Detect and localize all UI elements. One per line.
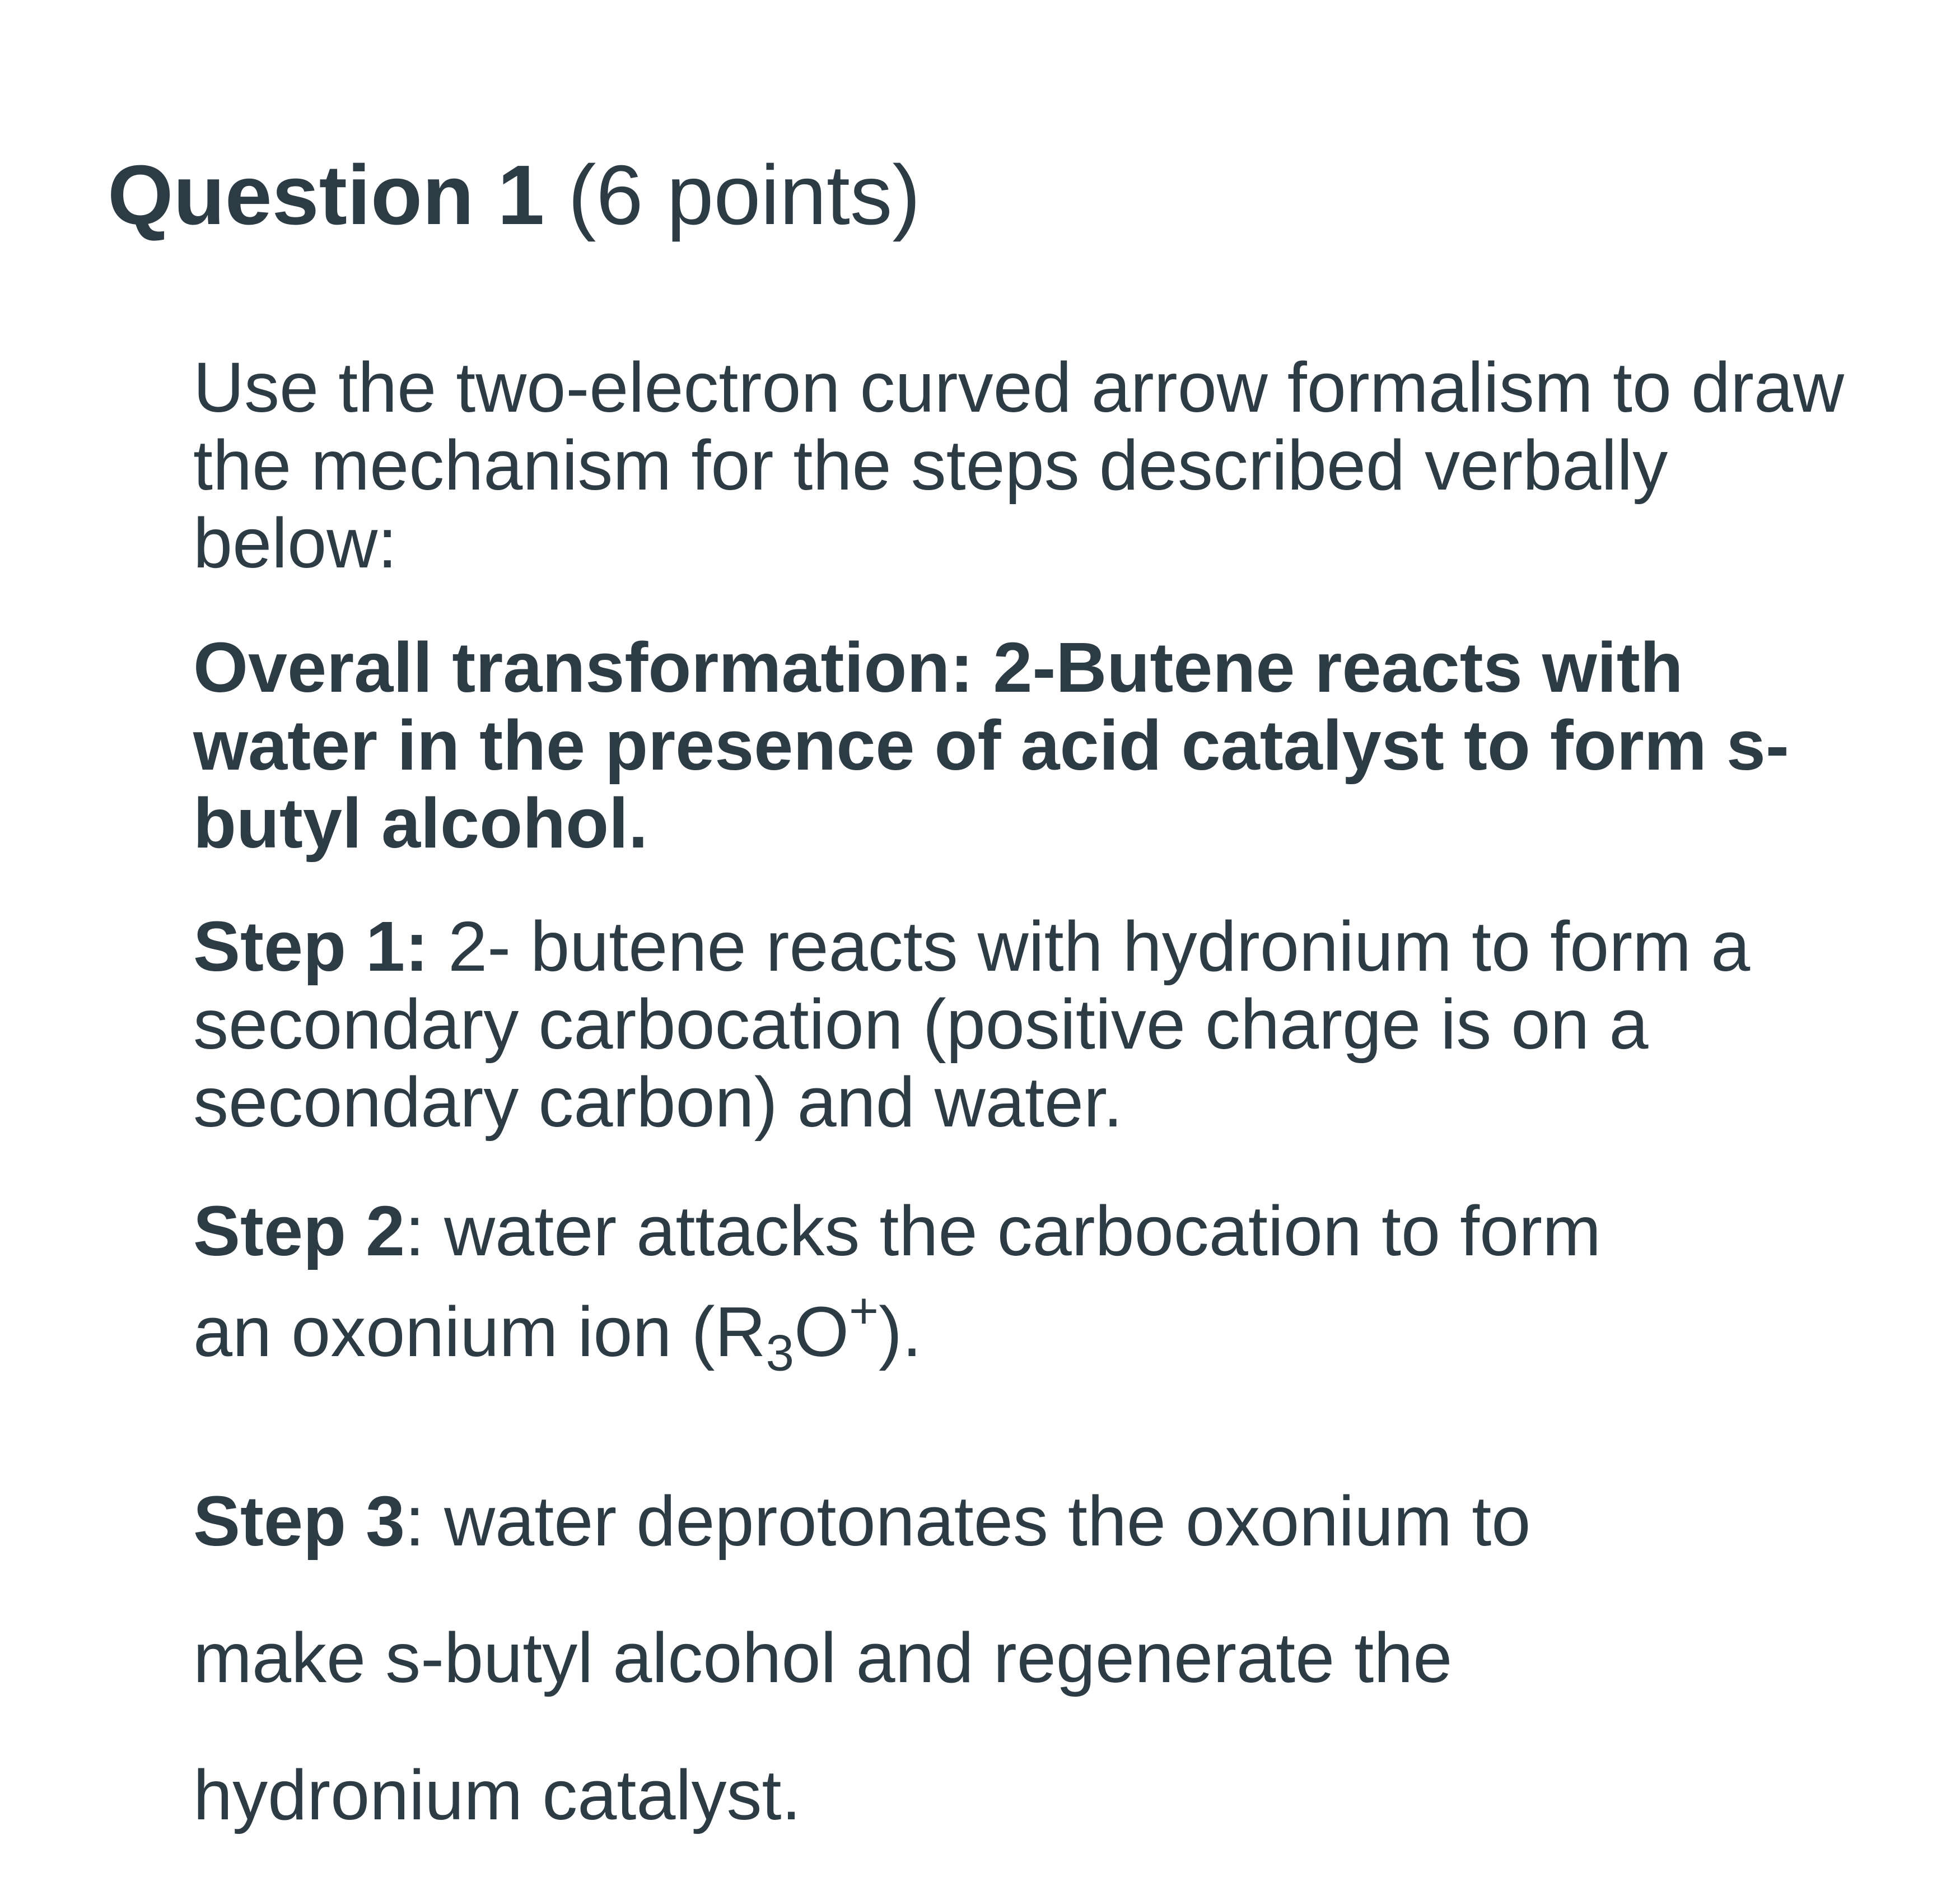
step-2-line-2: [193, 1283, 1884, 1382]
question-points: (6 points): [568, 147, 921, 242]
question-header: [108, 148, 921, 241]
step-2-text: : water attacks the carbocation to form: [405, 1191, 1602, 1270]
step-3-line-1: [193, 1482, 1884, 1560]
step-1-label: Step 1:: [193, 907, 429, 986]
question-title: Question 1: [108, 147, 545, 242]
intro-paragraph: Use the two-electron curved arrow formalism to draw the mechanism for the steps described verbally below:: [193, 348, 1845, 583]
oxonium-oxygen: O: [794, 1292, 850, 1371]
step-3-line-3: hydronium catalyst.: [193, 1755, 801, 1834]
oxonium-suffix: ).: [879, 1292, 922, 1371]
step-3-label: Step 3: [193, 1482, 405, 1561]
step-1-paragraph: [193, 907, 1884, 1141]
oxonium-subscript: 3: [766, 1325, 794, 1382]
step-3-line-2: make s-butyl alcohol and regenerate the: [193, 1618, 1453, 1697]
step-2-label: Step 2: [193, 1191, 405, 1270]
step-1-text: 2- butene reacts with hydronium to form a secondary carbocation (positive charge is on a secondary carbon) and water.: [193, 907, 1751, 1142]
overall-transformation: Overall transformation: 2-Butene reacts with water in the presence of acid catalyst to form s-butyl alcohol.: [193, 628, 1789, 863]
step-2-line-1: [193, 1192, 1884, 1270]
oxonium-prefix: an oxonium ion (R: [193, 1292, 766, 1371]
step-3-text-1: : water deprotonates the oxonium to: [405, 1482, 1531, 1561]
oxonium-charge: +: [849, 1283, 879, 1340]
